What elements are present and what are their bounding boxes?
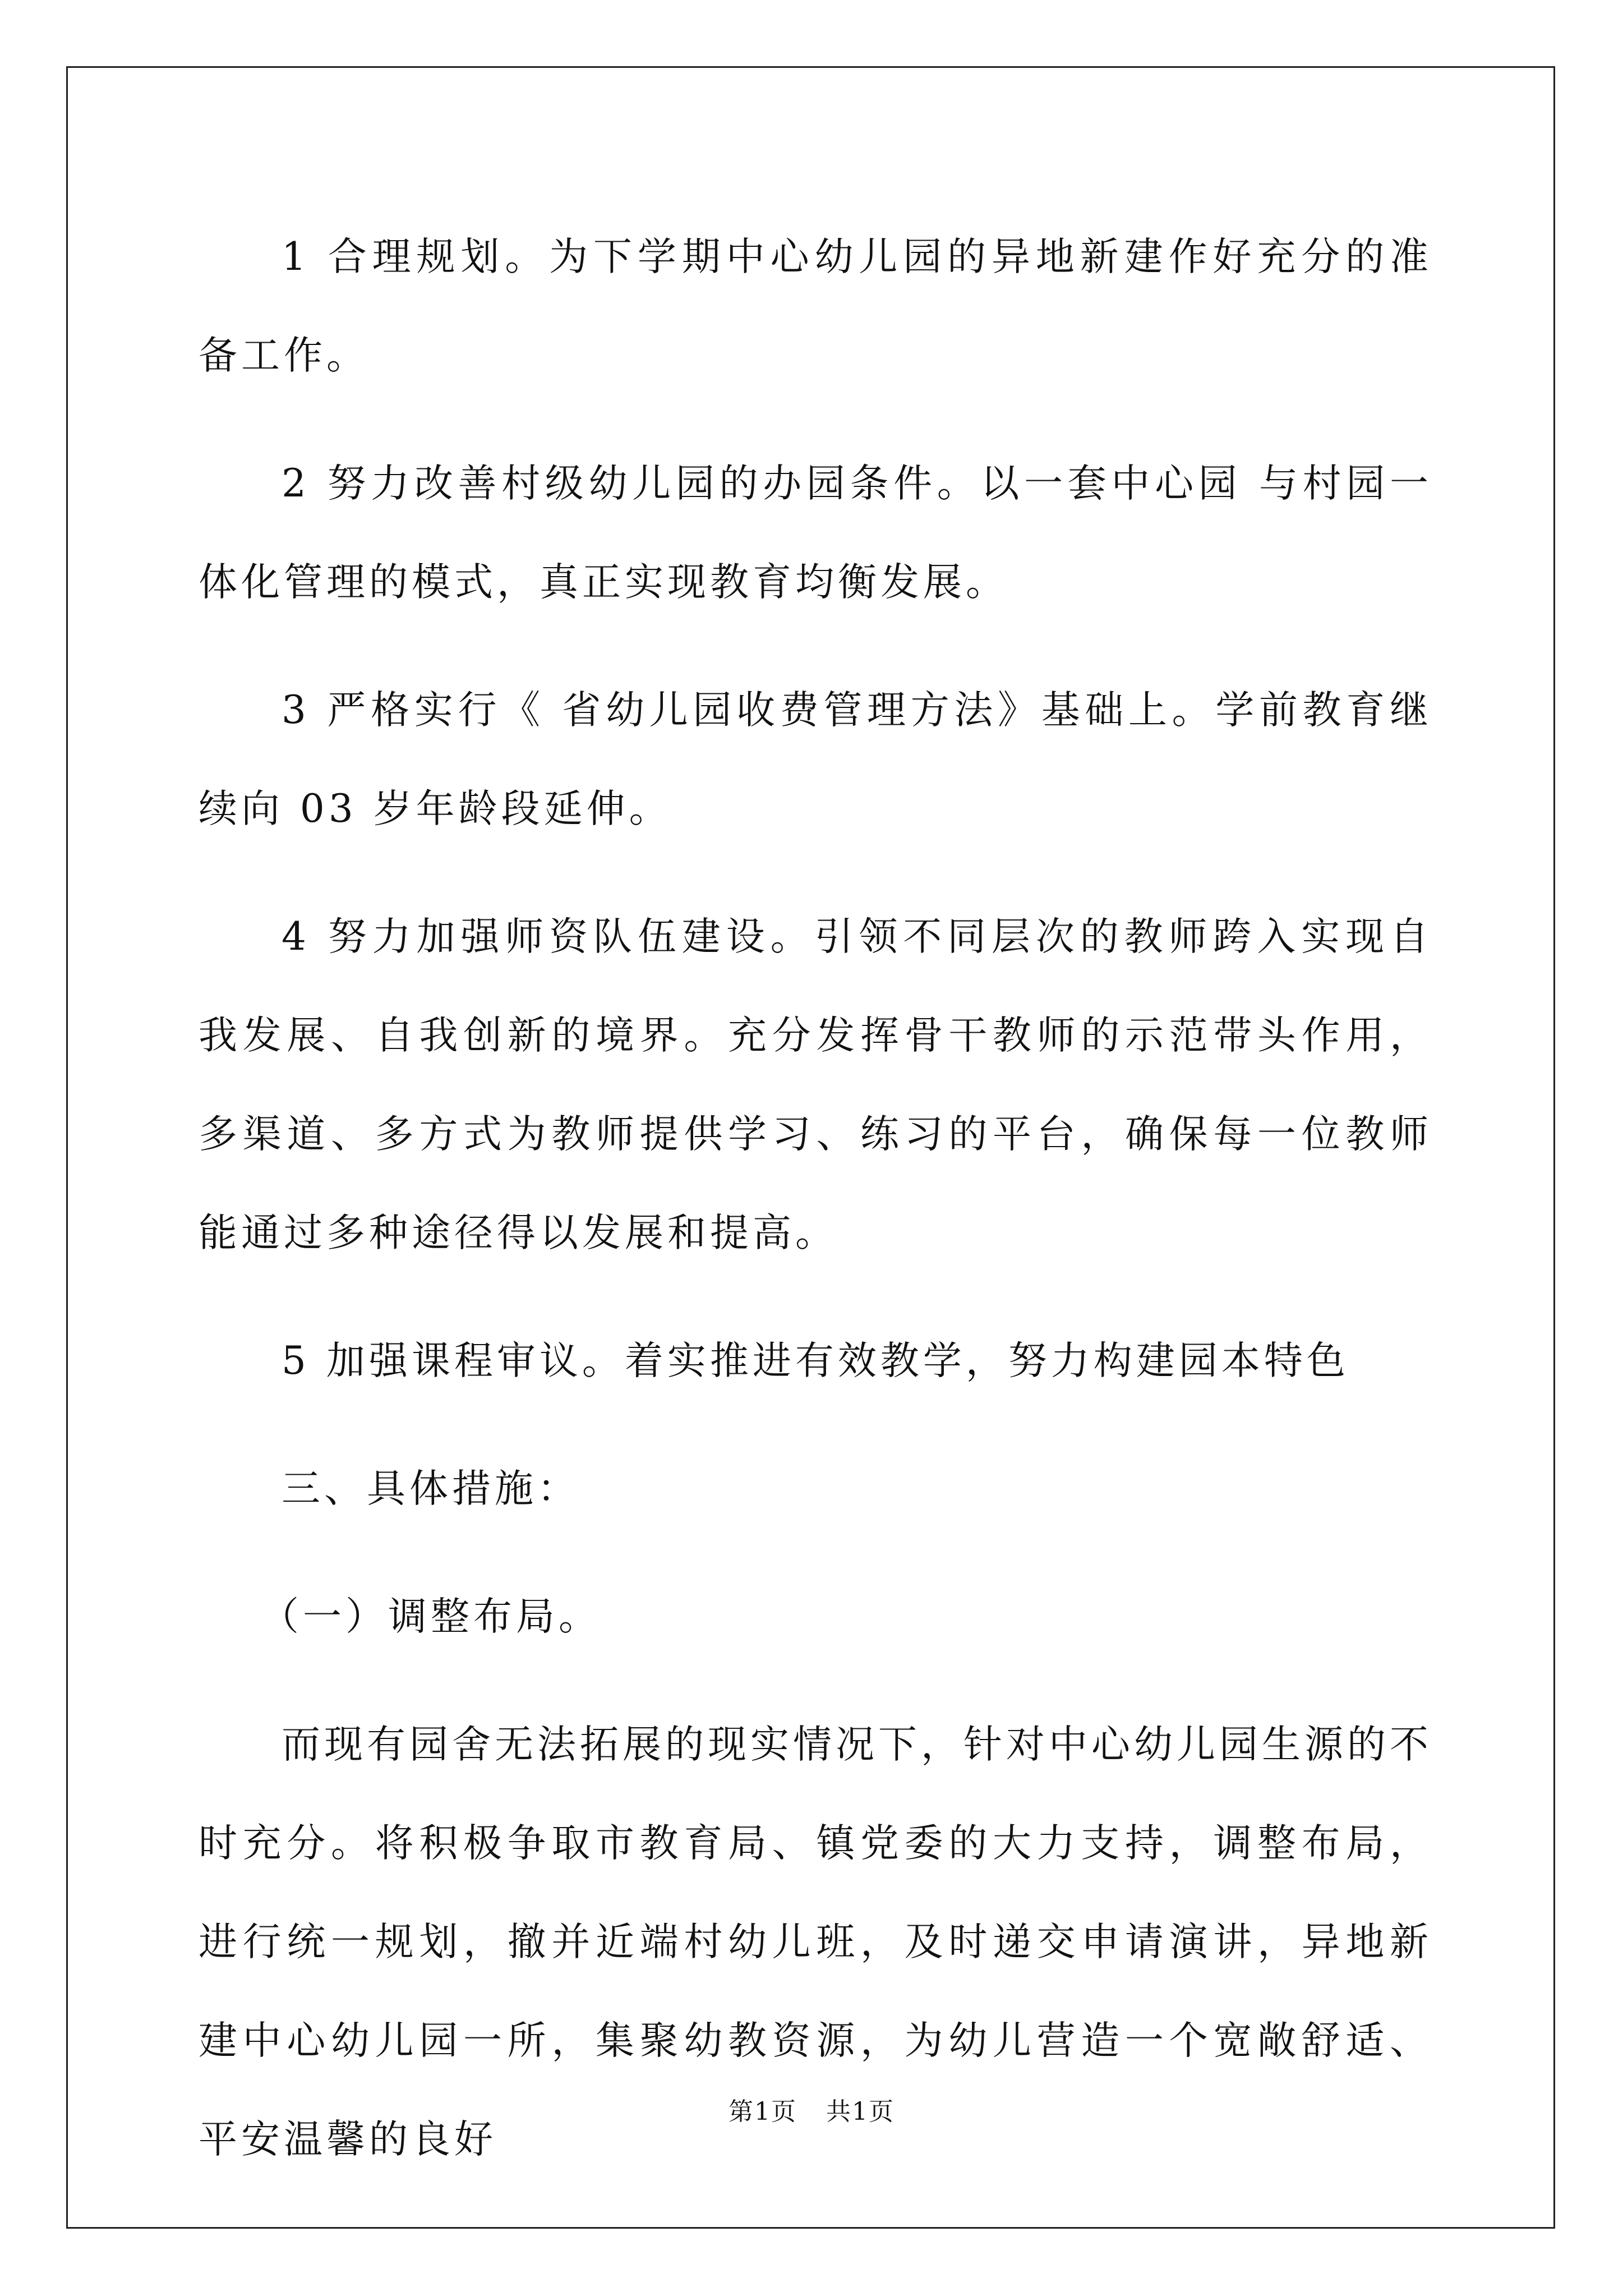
section-heading: 三、具体措施： <box>282 1466 580 1511</box>
page-total: 共1页 <box>826 2097 895 2126</box>
paragraph-1: 1 合理规划。为下学期中心幼儿园的异地新建作好充分的准备工作。 <box>199 234 1432 378</box>
document-body <box>199 208 1432 2218</box>
paragraph-4: 4 努力加强师资队伍建设。引领不同层次的教师跨入实现自我发展、自我创新的境界。充分发挥骨干教师的示范带头作用，多渠道、多方式为教师提供学习、练习的平台，确保每一位教师能通过多种途径得以发展和提高。 <box>199 914 1432 1255</box>
paragraph-6: 而现有园舍无法拓展的现实情况下，针对中心幼儿园生源的不时充分。将积极争取市教育局、镇党委的大力支持，调整布局，进行统一规划，撤并近端村幼儿班，及时递交申请演讲，异地新建中心幼儿园一所，集聚幼教资源，为幼儿营造一个宽敞舒适、平安温馨的良好 <box>199 1722 1432 2162</box>
subsection-heading: （一）调整布局。 <box>260 1594 601 1639</box>
paragraph-3: 3 严格实行《 省幼儿园收费管理方法》基础上。学前教育继续向 03 岁年龄段延伸。 <box>199 688 1432 831</box>
page-number: 第1页 <box>728 2097 797 2126</box>
paragraph-5: 5 加强课程审议。着实推进有效教学，努力构建园本特色 <box>282 1338 1349 1383</box>
page-footer <box>0 2091 1623 2127</box>
paragraph-2: 2 努力改善村级幼儿园的办园条件。以一套中心园 与村园一体化管理的模式，真正实现教育均衡发展。 <box>199 461 1432 605</box>
